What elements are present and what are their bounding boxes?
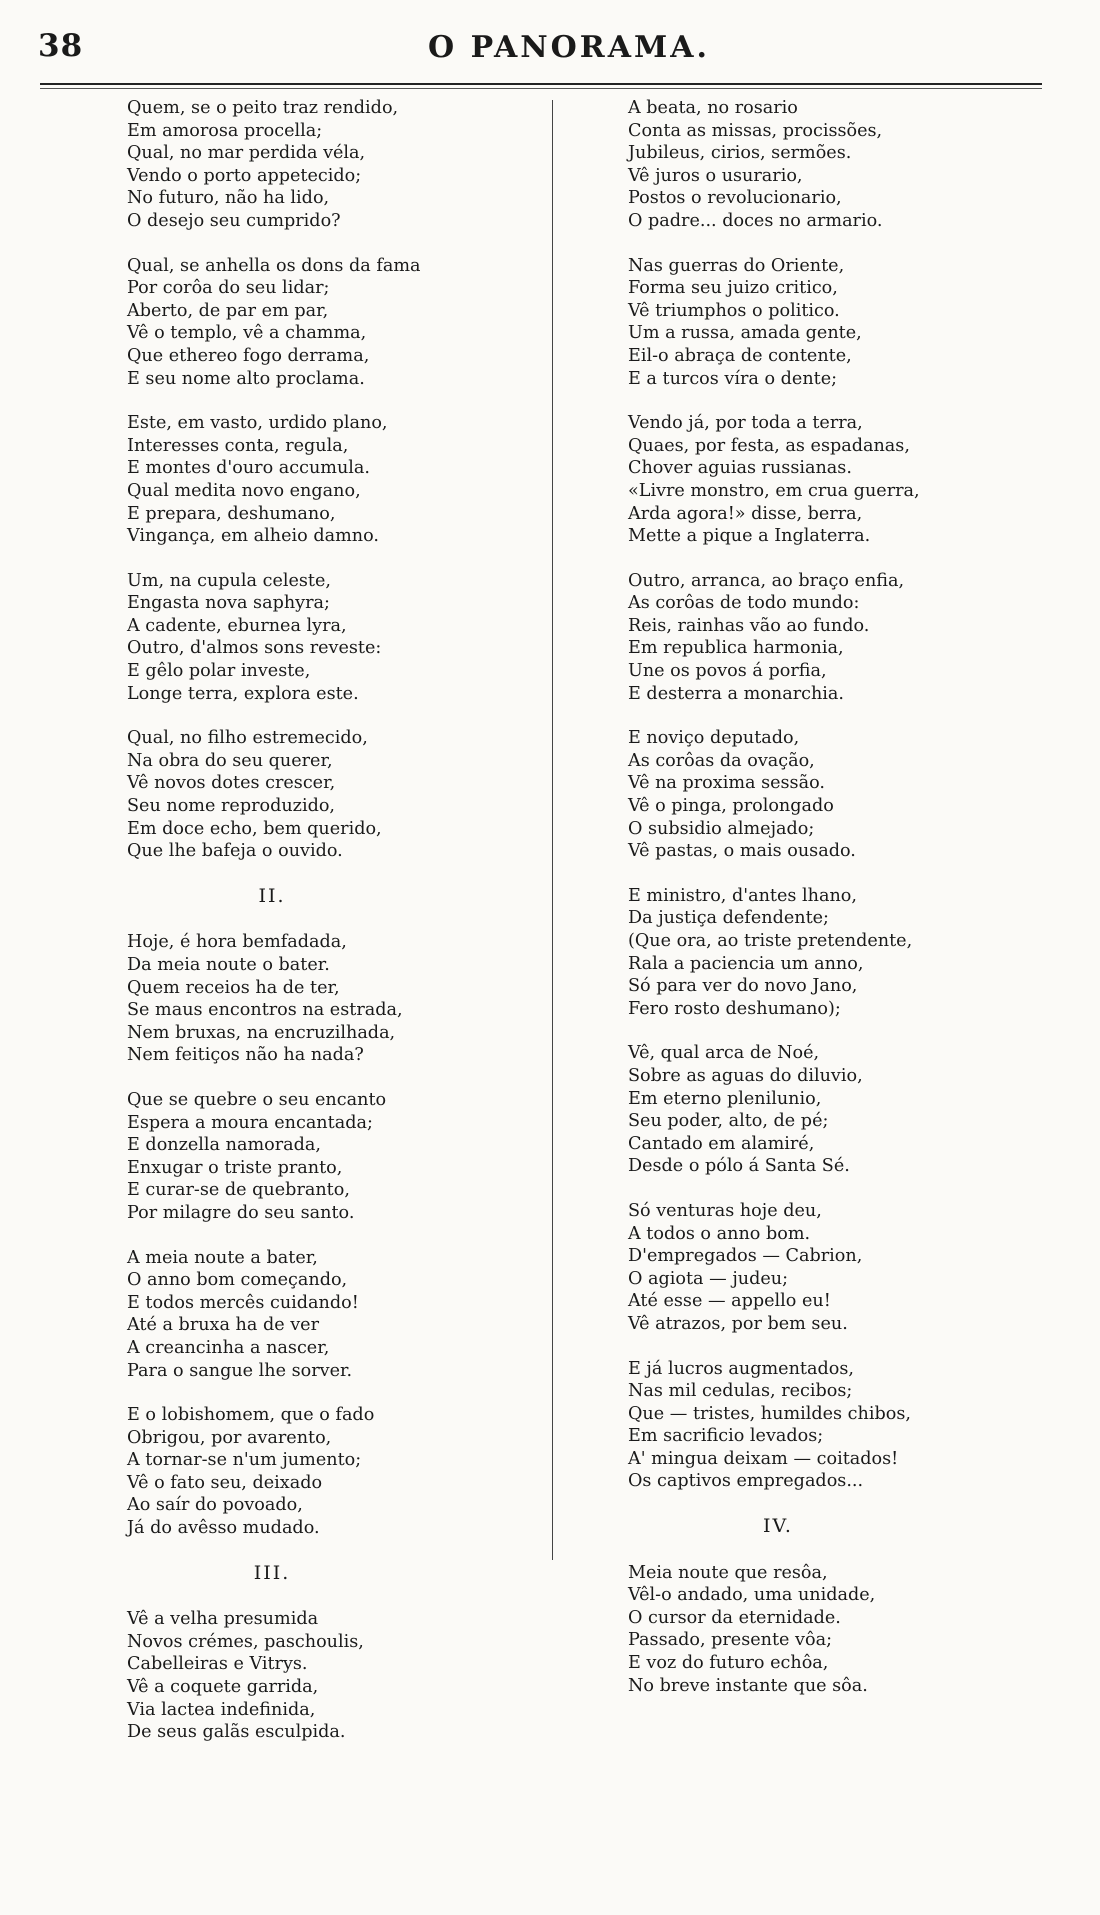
stanza [628, 570, 1048, 706]
verse-line: Quem, se o peito traz rendido, [127, 98, 399, 118]
verse-line: O cursor da eternidade. [628, 1607, 841, 1628]
verse-line: E donzella namorada, [127, 1135, 321, 1156]
verse-line: Postos o revolucionario, [628, 188, 842, 209]
verse-line: E voz do futuro echôa, [628, 1653, 829, 1674]
verse-line: Para o sangue lhe sorver. [127, 1360, 353, 1381]
verse-line: Vê juros o usurario, [628, 165, 803, 186]
verse-line: Qual, no filho estremecido, [127, 728, 368, 749]
verse-line: No futuro, não ha lido, [127, 188, 330, 209]
verse-line: Enxugar o triste pranto, [127, 1157, 343, 1178]
verse-line: Vê triumphos o politico. [628, 300, 840, 321]
verse-line: As corôas de todo mundo: [628, 593, 860, 614]
verse-line: Outro, arranca, ao braço enfia, [628, 570, 905, 591]
verse-line: Vê, qual arca de Noé, [628, 1043, 820, 1064]
verse-line: O subsidio almejado; [628, 818, 815, 839]
verse-line: Aberto, de par em par, [127, 300, 329, 321]
verse-line: No breve instante que sôa. [628, 1675, 868, 1696]
verse-line: O agiota — judeu; [628, 1268, 789, 1289]
verse-line: Em doce echo, bem querido, [127, 818, 382, 839]
page-number: 38 [38, 28, 84, 64]
verse-line: Em republica harmonia, [628, 638, 844, 659]
verse-line: Vê atrazos, por bem seu. [628, 1313, 848, 1334]
verse-line: Nem feitiços não ha nada? [127, 1045, 364, 1066]
verse-line: Vê a coquete garrida, [127, 1677, 319, 1698]
verse-line: Em sacrificio levados; [628, 1426, 824, 1447]
verse-line: Une os povos á porfia, [628, 661, 827, 682]
poem-part-three [127, 1608, 537, 1744]
verse-line: Em eterno plenilunio, [628, 1088, 822, 1109]
verse-line: Cantado em alamiré, [628, 1133, 815, 1154]
verse-line: Este, em vasto, urdido plano, [127, 413, 388, 434]
verse-line: E já lucros augmentados, [628, 1358, 854, 1379]
verse-line: Em amorosa procella; [127, 120, 323, 141]
stanza [628, 885, 1048, 1021]
verse-line: Nas mil cedulas, recibos; [628, 1381, 853, 1402]
verse-line: Por corôa do seu lidar; [127, 278, 330, 299]
verse-line: Longe terra, explora este. [127, 683, 359, 704]
verse-line: Vê novos dotes crescer, [127, 773, 336, 794]
stanza [628, 255, 1048, 391]
left-column [127, 97, 537, 1766]
verse-line: Qual medita novo engano, [127, 480, 361, 501]
stanza [628, 412, 1048, 548]
stanza [127, 1404, 537, 1540]
verse-line: Engasta nova saphyra; [127, 593, 330, 614]
verse-line: Outro, d'almos sons reveste: [127, 638, 382, 659]
verse-line: A creancinha a nascer, [127, 1337, 330, 1358]
verse-line: Na obra do seu querer, [127, 750, 333, 771]
verse-line: E curar-se de quebranto, [127, 1180, 350, 1201]
verse-line: E prepara, deshumano, [127, 503, 336, 524]
verse-line: Que ethereo fogo derrama, [127, 345, 370, 366]
poem-part-one [127, 97, 537, 863]
verse-line: Passado, presente vôa; [628, 1630, 833, 1651]
stanza [127, 412, 537, 548]
verse-line: Vendo já, por toda a terra, [628, 413, 863, 434]
header-rule [40, 83, 1042, 85]
header-rule-thin [40, 88, 1042, 89]
verse-line: Só venturas hoje deu, [628, 1200, 822, 1221]
verse-line: E seu nome alto proclama. [127, 368, 365, 389]
verse-line: E desterra a monarchia. [628, 683, 845, 704]
verse-line: E noviço deputado, [628, 728, 800, 749]
verse-line: Por milagre do seu santo. [127, 1202, 355, 1223]
verse-line: Espera a moura encantada; [127, 1112, 373, 1133]
stanza [127, 1608, 537, 1744]
stanza [127, 931, 537, 1067]
verse-line: E todos mercês cuidando! [127, 1292, 359, 1313]
verse-line: Seu nome reproduzido, [127, 796, 336, 817]
verse-line: Ao saír do povoado, [127, 1495, 303, 1516]
verse-line: Conta as missas, procissões, [628, 120, 883, 141]
verse-line: A beata, no rosario [628, 98, 798, 118]
stanza [127, 97, 537, 233]
verse-line: Até esse — appello eu! [628, 1291, 831, 1312]
page-header [0, 22, 1100, 72]
verse-line: Quaes, por festa, as espadanas, [628, 435, 910, 456]
verse-line: Um a russa, amada gente, [628, 323, 862, 344]
verse-line: Vê o templo, vê a chamma, [127, 323, 367, 344]
section-heading-four: IV. [763, 1515, 793, 1538]
verse-line: Da meia noute o bater. [127, 955, 330, 975]
verse-line: Meia noute que resôa, [628, 1562, 828, 1583]
verse-line: Só para ver do novo Jano, [628, 976, 858, 997]
verse-line: A tornar-se n'um jumento; [127, 1450, 362, 1471]
verse-line: Que — tristes, humildes chibos, [628, 1403, 911, 1424]
stanza [628, 1042, 1048, 1178]
verse-line: De seus galãs esculpida. [127, 1722, 346, 1743]
verse-line: Qual, se anhella os dons da fama [127, 255, 421, 276]
verse-line: O desejo seu cumprido? [127, 210, 341, 231]
verse-line: Jubileus, cirios, sermões. [628, 143, 852, 164]
verse-line: Nas guerras do Oriente, [628, 255, 845, 276]
verse-line: Os captivos empregados... [628, 1471, 864, 1492]
verse-line: Vê o pinga, prolongado [628, 796, 834, 817]
section-heading-two: II. [258, 884, 286, 907]
verse-line: Nem bruxas, na encruzilhada, [127, 1022, 396, 1043]
verse-line: Que lhe bafeja o ouvido. [127, 841, 343, 862]
column-divider [552, 100, 553, 1560]
verse-line: As corôas da ovação, [628, 750, 815, 771]
verse-line: Que se quebre o seu encanto [127, 1089, 387, 1110]
verse-line: O padre... doces no armario. [628, 210, 883, 231]
verse-line: E gêlo polar investe, [127, 661, 311, 682]
verse-line: Novos crémes, paschoulis, [127, 1631, 364, 1652]
verse-line: Desde o pólo á Santa Sé. [628, 1156, 850, 1177]
section-heading-three: III. [253, 1561, 291, 1584]
verse-line: Já do avêsso mudado. [127, 1518, 320, 1539]
verse-line: A' mingua deixam — coitados! [628, 1448, 899, 1469]
verse-line: Qual, no mar perdida véla, [127, 143, 366, 164]
verse-line: Seu poder, alto, de pé; [628, 1111, 829, 1132]
right-column [628, 97, 1048, 1719]
verse-line: E montes d'ouro accumula. [127, 458, 371, 479]
verse-line: Cabelleiras e Vitrys. [127, 1654, 308, 1675]
verse-line: E a turcos víra o dente; [628, 368, 838, 389]
verse-line: Forma seu juizo critico, [628, 278, 838, 299]
stanza [127, 727, 537, 863]
verse-line: Vingança, em alheio damno. [127, 526, 379, 547]
verse-line: Quem receios ha de ter, [127, 977, 340, 998]
stanza [628, 1358, 1048, 1494]
verse-line: Vê o fato seu, deixado [127, 1472, 323, 1493]
poem-part-four [628, 1562, 1048, 1698]
verse-line: Reis, rainhas vão ao fundo. [628, 615, 870, 636]
verse-line: A todos o anno bom. [628, 1223, 811, 1244]
stanza [127, 1089, 537, 1225]
verse-line: Vê pastas, o mais ousado. [628, 841, 856, 862]
verse-line: Da justiça defendente; [628, 908, 829, 929]
verse-line: Arda agora!» disse, berra, [628, 503, 863, 524]
poem-part-three-continued [628, 97, 1048, 1493]
verse-line: Mette a pique a Inglaterra. [628, 526, 871, 547]
verse-line: (Que ora, ao triste pretendente, [628, 931, 913, 951]
verse-line: Chover aguias russianas. [628, 458, 852, 479]
stanza [628, 97, 1048, 233]
verse-line: Fero rosto deshumano); [628, 998, 841, 1019]
verse-line: Hoje, é hora bemfadada, [127, 932, 347, 953]
verse-line: Eil-o abraça de contente, [628, 345, 852, 366]
verse-line: Se maus encontros na estrada, [127, 1000, 403, 1021]
stanza [628, 1200, 1048, 1336]
verse-line: Vê a velha presumida [127, 1609, 319, 1630]
verse-line: E ministro, d'antes lhano, [628, 885, 857, 906]
journal-title: O PANORAMA. [428, 30, 710, 65]
stanza [127, 255, 537, 391]
stanza [628, 727, 1048, 863]
verse-line: Interesses conta, regula, [127, 435, 349, 456]
poem-part-two [127, 931, 537, 1539]
stanza [127, 570, 537, 706]
verse-line: Um, na cupula celeste, [127, 570, 332, 591]
verse-line: Vê na proxima sessão. [628, 773, 825, 794]
verse-line: Rala a paciencia um anno, [628, 953, 864, 974]
verse-line: «Livre monstro, em crua guerra, [628, 480, 920, 501]
verse-line: Sobre as aguas do diluvio, [628, 1065, 863, 1086]
verse-line: Vêl-o andado, uma unidade, [628, 1585, 876, 1606]
verse-line: Até a bruxa ha de ver [127, 1315, 320, 1336]
verse-line: O anno bom começando, [127, 1270, 348, 1291]
verse-line: E o lobishomem, que o fado [127, 1405, 375, 1426]
verse-line: Vendo o porto appetecido; [127, 165, 362, 186]
stanza [127, 1247, 537, 1383]
verse-line: Obrigou, por avarento, [127, 1427, 332, 1448]
stanza [628, 1562, 1048, 1698]
verse-line: A meia noute a bater, [127, 1247, 318, 1268]
verse-line: Via lactea indefinida, [127, 1699, 316, 1720]
verse-line: D'empregados — Cabrion, [628, 1246, 863, 1267]
verse-line: A cadente, eburnea lyra, [127, 615, 347, 636]
